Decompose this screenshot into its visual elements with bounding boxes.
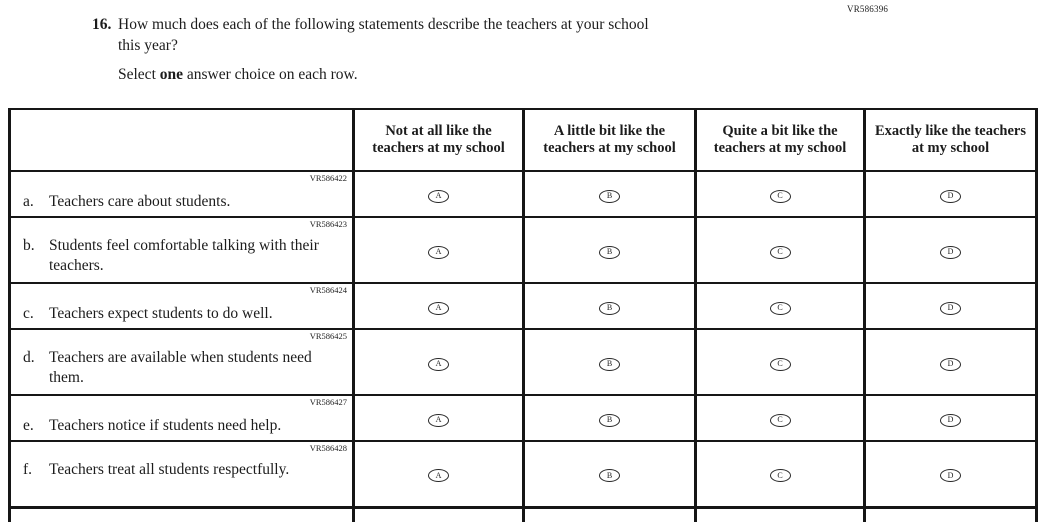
answer-bubble-c[interactable] bbox=[770, 414, 791, 427]
answer-cell bbox=[865, 217, 1037, 283]
answer-bubble-a[interactable] bbox=[428, 302, 449, 315]
answer-bubble-c[interactable] bbox=[770, 302, 791, 315]
column-header-quite-a-bit: Quite a bit like the teachers at my school bbox=[696, 109, 865, 171]
row-code: VR586428 bbox=[309, 443, 347, 453]
bubble-letter: D bbox=[947, 359, 954, 368]
statement-row-f bbox=[10, 441, 1037, 507]
row-letter: c. bbox=[23, 305, 34, 322]
bubble-letter: B bbox=[606, 470, 613, 480]
statement-row-e bbox=[10, 395, 1037, 441]
answer-cell bbox=[354, 283, 524, 329]
statement-text: f. Teachers treat all students respectfully. bbox=[23, 461, 290, 478]
answer-cell bbox=[354, 329, 524, 395]
row-code: VR586425 bbox=[309, 331, 347, 341]
answer-cell bbox=[354, 395, 524, 441]
bubble-letter: B bbox=[606, 191, 613, 200]
bubble-letter: B bbox=[606, 415, 613, 424]
column-header-exactly: Exactly like the teachers at my school bbox=[865, 109, 1037, 171]
answer-cell bbox=[354, 171, 524, 217]
bubble-letter: C bbox=[777, 470, 783, 480]
answer-bubble-c[interactable] bbox=[770, 190, 791, 203]
bubble-letter: A bbox=[435, 359, 442, 368]
row-code: VR586423 bbox=[309, 219, 347, 229]
answer-bubble-d[interactable] bbox=[940, 302, 961, 315]
answer-cell bbox=[696, 441, 865, 507]
answer-cell bbox=[696, 283, 865, 329]
bubble-letter: A bbox=[435, 415, 442, 424]
bubble-letter: A bbox=[435, 470, 442, 480]
row-code: VR586424 bbox=[309, 285, 347, 295]
answer-bubble-d[interactable] bbox=[940, 358, 961, 371]
statement-row-a bbox=[10, 171, 1037, 217]
bubble-letter: B bbox=[606, 303, 613, 312]
answer-cell bbox=[354, 217, 524, 283]
column-header-a-little-bit: A little bit like the teachers at my school bbox=[524, 109, 696, 171]
bubble-letter: C bbox=[777, 303, 783, 312]
answer-bubble-c[interactable] bbox=[770, 246, 791, 259]
answer-bubble-d[interactable] bbox=[940, 190, 961, 203]
row-letter: e. bbox=[23, 417, 34, 434]
row-code: VR586422 bbox=[309, 173, 347, 183]
answer-cell bbox=[865, 441, 1037, 507]
bubble-letter: B bbox=[606, 247, 613, 256]
bubble-letter: D bbox=[947, 191, 954, 200]
clipped-next-row bbox=[10, 507, 1037, 522]
statement-cell bbox=[10, 171, 354, 217]
answer-cell bbox=[524, 329, 696, 395]
answer-bubble-b[interactable] bbox=[599, 246, 620, 259]
form-code: VR586396 bbox=[847, 4, 889, 14]
row-letter: a. bbox=[23, 193, 34, 210]
statement-row-c bbox=[10, 283, 1037, 329]
answer-bubble-b[interactable] bbox=[599, 302, 620, 315]
answer-cell bbox=[696, 329, 865, 395]
answer-bubble-a[interactable] bbox=[428, 246, 449, 259]
answer-bubble-a[interactable] bbox=[428, 469, 449, 482]
statement-text: d. Teachers are available when students need them. bbox=[23, 349, 312, 386]
statement-text: a. Teachers care about students. bbox=[23, 193, 231, 210]
answer-bubble-c[interactable] bbox=[770, 469, 791, 482]
answer-bubble-b[interactable] bbox=[599, 414, 620, 427]
bubble-letter: D bbox=[947, 415, 954, 424]
statement-cell bbox=[10, 217, 354, 283]
answer-bubble-a[interactable] bbox=[428, 190, 449, 203]
answer-bubble-b[interactable] bbox=[599, 358, 620, 371]
answer-cell bbox=[865, 283, 1037, 329]
bubble-letter: B bbox=[606, 359, 613, 368]
answer-cell bbox=[524, 171, 696, 217]
answer-cell bbox=[354, 441, 524, 507]
answer-cell bbox=[696, 395, 865, 441]
statement-cell bbox=[10, 441, 354, 507]
answer-bubble-c[interactable] bbox=[770, 358, 791, 371]
bubble-letter: D bbox=[947, 470, 954, 480]
bubble-letter: A bbox=[435, 303, 442, 312]
statement-text: c. Teachers expect students to do well. bbox=[23, 305, 273, 322]
bubble-letter: D bbox=[947, 303, 954, 312]
row-letter: f. bbox=[23, 461, 33, 478]
instruction-text: Select one answer choice on each row. bbox=[118, 66, 358, 83]
question-text bbox=[118, 14, 649, 56]
statement-cell bbox=[10, 283, 354, 329]
header-row bbox=[10, 109, 1037, 171]
question-number: 16. bbox=[92, 16, 112, 33]
bubble-letter: C bbox=[777, 191, 783, 200]
row-letter: b. bbox=[23, 237, 35, 254]
bubble-letter: C bbox=[777, 415, 783, 424]
header-stub-cell bbox=[10, 109, 354, 171]
answer-cell bbox=[696, 171, 865, 217]
answer-cell bbox=[865, 329, 1037, 395]
answer-bubble-d[interactable] bbox=[940, 414, 961, 427]
statement-row-d bbox=[10, 329, 1037, 395]
answer-bubble-d[interactable] bbox=[940, 246, 961, 259]
answer-bubble-a[interactable] bbox=[428, 358, 449, 371]
survey-table bbox=[8, 108, 1038, 522]
answer-cell bbox=[865, 395, 1037, 441]
bubble-letter: C bbox=[777, 247, 783, 256]
statement-text: e. Teachers notice if students need help. bbox=[23, 417, 282, 434]
question-block bbox=[92, 14, 792, 56]
statement-cell bbox=[10, 329, 354, 395]
answer-cell bbox=[696, 217, 865, 283]
question-line-1: How much does each of the following statements describe the teachers at your school bbox=[118, 16, 649, 33]
statement-text: b. Students feel comfortable talking with their teachers. bbox=[23, 237, 319, 274]
bubble-letter: D bbox=[947, 247, 954, 256]
answer-bubble-a[interactable] bbox=[428, 414, 449, 427]
question-line-2: this year? bbox=[118, 37, 178, 54]
answer-cell bbox=[865, 171, 1037, 217]
answer-cell bbox=[524, 217, 696, 283]
answer-bubble-b[interactable] bbox=[599, 190, 620, 203]
bubble-letter: A bbox=[435, 247, 442, 256]
answer-cell bbox=[524, 395, 696, 441]
column-header-not-at-all: Not at all like the teachers at my school bbox=[354, 109, 524, 171]
answer-bubble-b[interactable] bbox=[599, 469, 620, 482]
answer-cell bbox=[524, 441, 696, 507]
row-code: VR586427 bbox=[309, 397, 347, 407]
answer-bubble-d[interactable] bbox=[940, 469, 961, 482]
answer-cell bbox=[524, 283, 696, 329]
statement-cell bbox=[10, 395, 354, 441]
row-letter: d. bbox=[23, 349, 35, 366]
bubble-letter: A bbox=[435, 191, 442, 200]
bubble-letter: C bbox=[777, 359, 783, 368]
statement-row-b bbox=[10, 217, 1037, 283]
